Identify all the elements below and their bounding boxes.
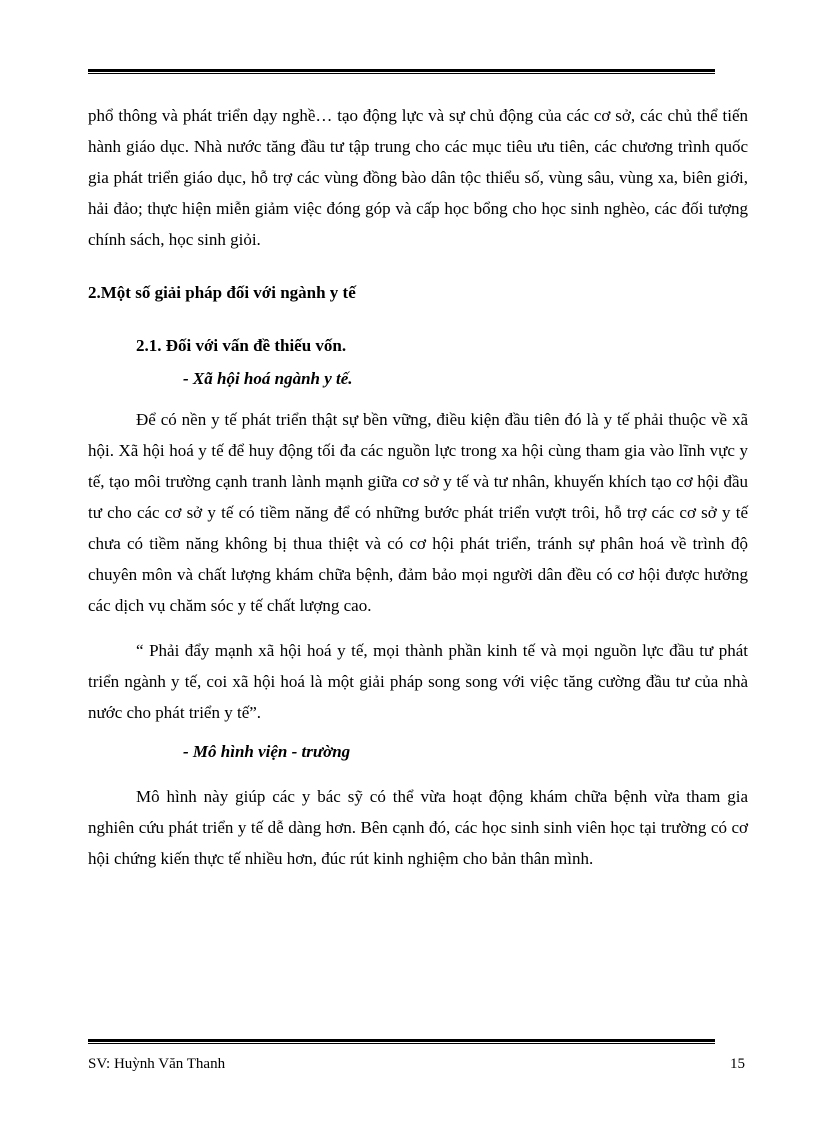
paragraph-4: Mô hình này giúp các y bác sỹ có thể vừa hoạt động khám chữa bệnh vừa tham gia nghiên cứu phát triển y tế dễ dàng hơn. Bên cạnh đó, các học sinh sinh viên học tại trường có cơ hội chứng kiến thực tế nhiều hơn, đúc rút kinh nghiệm cho bản thân mình. xyxy=(88,787,748,868)
header-rule xyxy=(88,69,715,74)
heading-section-2-1: 2.1. Đối với vấn đề thiếu vốn. xyxy=(136,336,347,355)
subheading-socialization: - Xã hội hoá ngành y tế. xyxy=(183,369,353,388)
footer-rule xyxy=(88,1039,715,1044)
subheading-institute-school: - Mô hình viện - trường xyxy=(183,742,351,761)
page-body xyxy=(88,100,748,874)
paragraph-1: phổ thông và phát triển dạy nghề… tạo động lực và sự chủ động của các cơ sở, các chủ thể tiến hành giáo dục. Nhà nước tăng đầu tư tập trung cho các mục tiêu ưu tiên, các chương trình quốc gia phát triển giáo dục, hỗ trợ các vùng đồng bào dân tộc thiểu số, vùng sâu, vùng xa, biên giới, hải đảo; thực hiện miễn giảm việc đóng góp và cấp học bổng cho học sinh nghèo, các đối tượng chính sách, học sinh giỏi. xyxy=(88,106,748,249)
page-footer xyxy=(88,1056,745,1073)
footer-author: SV: Huỳnh Văn Thanh xyxy=(88,1056,226,1072)
paragraph-3-quote: “ Phải đẩy mạnh xã hội hoá y tế, mọi thành phần kinh tế và mọi nguồn lực đầu tư phát triển ngành y tế, coi xã hội hoá là một giải pháp song song với việc tăng cường đầu tư của nhà nước cho phát triển y tế”. xyxy=(88,641,748,722)
paragraph-2: Để có nền y tế phát triển thật sự bền vững, điều kiện đầu tiên đó là y tế phải thuộc về xã hội. Xã hội hoá y tế để huy động tối đa các nguồn lực trong xa hội cùng tham gia vào lĩnh vực y tế, tạo môi trường cạnh tranh lành mạnh giữa cơ sở y tế và tư nhân, khuyến khích tạo cơ hội đầu tư cho các cơ sở y tế có tiềm năng để có những bước phát triển vượt trôi, hỗ trợ các cơ sở y tế chưa có tiềm năng không bị thua thiệt và có cơ hội phát triển, tránh sự phân hoá về trình độ chuyên môn và chất lượng khám chữa bệnh, đảm bảo mọi người dân đều có cơ hội được hưởng các dịch vụ chăm sóc y tế chất lượng cao. xyxy=(88,410,748,615)
page-number: 15 xyxy=(730,1056,745,1072)
heading-section-2: 2.Một số giải pháp đối với ngành y tế xyxy=(88,283,356,302)
